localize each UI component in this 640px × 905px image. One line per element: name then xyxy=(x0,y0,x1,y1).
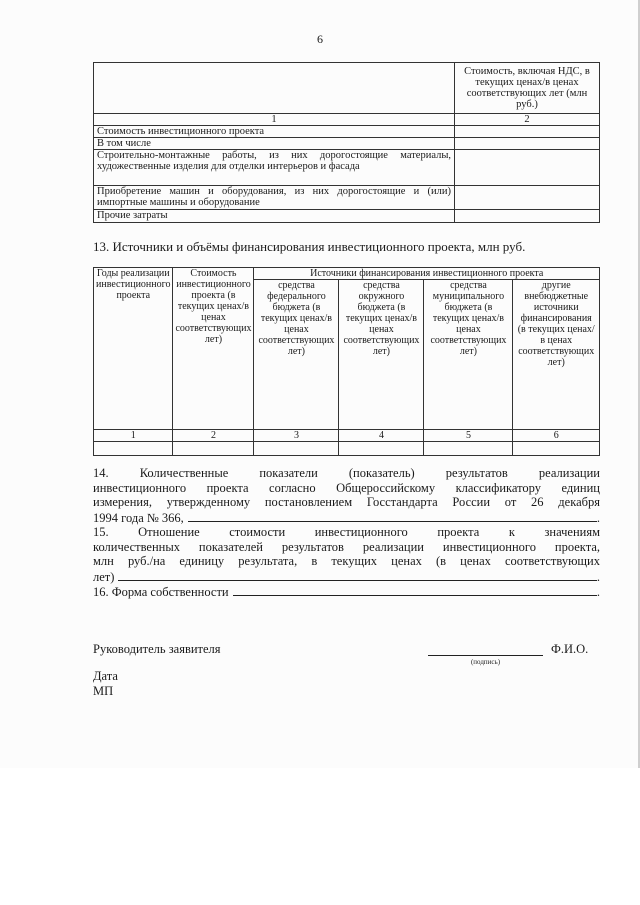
cost-row-label: Стоимость инвестиционного проекта xyxy=(94,126,455,138)
section-15-line: млн руб./на единицу результата, в текущих ценах (в ценах соответствующих xyxy=(93,554,600,568)
cost-row-value xyxy=(455,138,600,150)
header-district: средства окружного бюджета (в текущих ценах/в ценах соответствующих лет) xyxy=(339,280,424,430)
financing-table xyxy=(93,267,600,456)
empty-cell xyxy=(254,442,339,456)
cost-table-colnum: 1 xyxy=(94,114,455,126)
section-14: 14. Количественные показатели (показатель) результатов реализации инвестиционного проекта согласно Общероссийскому классификатору единиц измерения, утвержденному постановлением Госстандарта России от 26 декабря 1994 года № 366, . xyxy=(93,466,600,525)
cost-table-header-value: Стоимость, включая НДС, в текущих ценах/в ценах соответствующих лет (млн руб.) xyxy=(455,63,600,114)
section-14-line: 1994 года № 366, xyxy=(93,510,184,525)
cost-row-value xyxy=(455,210,600,223)
section-15-line: лет) xyxy=(93,569,115,584)
empty-cell xyxy=(513,442,600,456)
cost-row-label: Строительно-монтажные работы, из них дорогостоящие материалы, художественные изделия для отделки интерьеров и фасада xyxy=(94,150,455,186)
section-14-line: измерения, утвержденному постановлением Госстандарта России от 26 декабря xyxy=(93,495,600,509)
signature-head-label: Руководитель заявителя xyxy=(93,642,221,656)
cost-row-value xyxy=(455,150,600,186)
cost-row-value xyxy=(455,186,600,210)
section-13-title: 13. Источники и объёмы финансирования инвестиционного проекта, млн руб. xyxy=(93,239,526,254)
empty-cell xyxy=(424,442,513,456)
empty-cell xyxy=(173,442,254,456)
cost-table xyxy=(93,62,600,223)
cost-row-label: В том числе xyxy=(94,138,455,150)
header-cost: Стоимость инвестиционного проекта (в текущих ценах/в ценах соответствующих лет) xyxy=(173,268,254,430)
cost-table-header-empty xyxy=(94,63,455,114)
header-federal: средства федерального бюджета (в текущих ценах/в ценах соответствующих лет) xyxy=(254,280,339,430)
section-14-blank xyxy=(188,510,597,522)
fio-label: Ф.И.О. xyxy=(551,642,589,656)
section-15-blank xyxy=(118,569,596,581)
colnum: 4 xyxy=(339,430,424,442)
cost-table-colnum: 2 xyxy=(455,114,600,126)
section-16: 16. Форма собственности . xyxy=(93,585,600,599)
colnum: 1 xyxy=(94,430,173,442)
header-other: другие внебюджетные источники финансирования (в текущих ценах/в ценах соответствующих лет) xyxy=(513,280,600,430)
section-14-line: инвестиционного проекта согласно Общероссийскому классификатору единиц xyxy=(93,480,600,495)
signature-caption: (подпись) xyxy=(470,658,501,666)
colnum: 5 xyxy=(424,430,513,442)
date-label: Дата xyxy=(93,669,118,683)
section-16-label: 16. Форма собственности xyxy=(93,585,229,599)
colnum: 6 xyxy=(513,430,600,442)
header-sources: Источники финансирования инвестиционного проекта xyxy=(254,268,600,280)
section-15-line: количественных показателей результатов реализации инвестиционного проекта, xyxy=(93,539,600,554)
header-years: Годы реализации инвестиционного проекта xyxy=(94,268,173,430)
cost-row-value xyxy=(455,126,600,138)
cost-row-label: Приобретение машин и оборудования, из них дорогостоящие и (или) импортные машины и оборудование xyxy=(94,186,455,210)
colnum: 3 xyxy=(254,430,339,442)
page-number: 6 xyxy=(317,32,323,46)
section-15-line: 15. Отношение стоимости инвестиционного проекта к значениям xyxy=(93,525,600,539)
empty-cell xyxy=(339,442,424,456)
section-15: 15. Отношение стоимости инвестиционного проекта к значениям количественных показателей результатов реализации инвестиционного проекта, млн руб./на единицу результата, в текущих ценах (в ценах соответствующих лет) . xyxy=(93,525,600,584)
stamp-label: МП xyxy=(93,684,114,698)
section-14-line: 14. Количественные показатели (показатель) результатов реализации xyxy=(93,466,600,480)
empty-cell xyxy=(94,442,173,456)
cost-row-label: Прочие затраты xyxy=(94,210,455,223)
header-municipal: средства муниципального бюджета (в текущих ценах/в ценах соответствующих лет) xyxy=(424,280,513,430)
signature-line xyxy=(428,655,543,656)
colnum: 2 xyxy=(173,430,254,442)
section-16-blank xyxy=(233,584,597,596)
